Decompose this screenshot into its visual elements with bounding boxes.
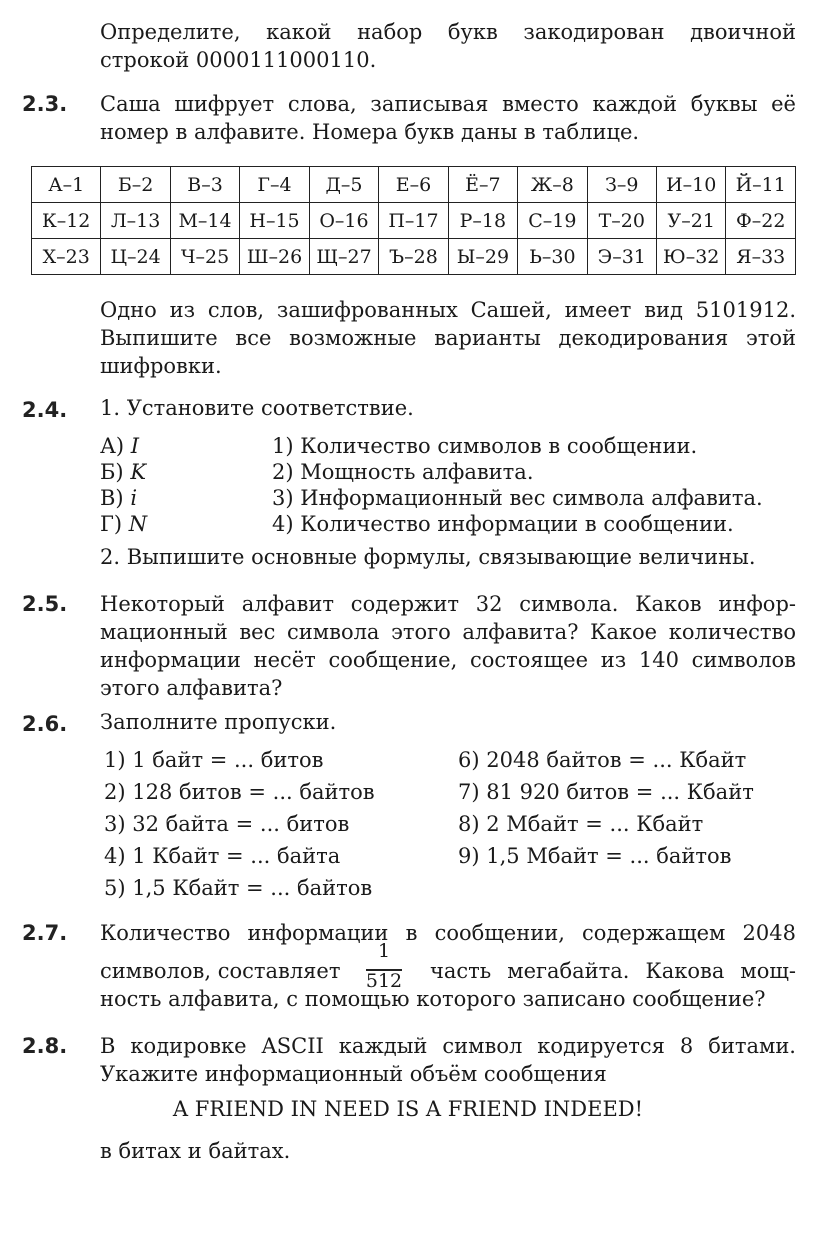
task-2-3-line-2: номер в алфавите. Номера букв даны в таблице. [100, 120, 640, 144]
fill-item: 1) 1 байт = ... битов [104, 748, 324, 772]
alphabet-cell: П–17 [379, 203, 448, 239]
alphabet-cell: Д–5 [309, 167, 378, 203]
match-left-item: Г) N [100, 512, 148, 536]
alphabet-cell: Я–33 [726, 239, 796, 275]
fill-item: 6) 2048 байтов = ... Кбайт [458, 748, 747, 772]
alphabet-cell: Б–2 [101, 167, 170, 203]
fill-item: 9) 1,5 Мбайт = ... байтов [458, 844, 732, 868]
alphabet-cell: Ж–8 [518, 167, 587, 203]
alphabet-cell: Ю–32 [656, 239, 726, 275]
alphabet-cell: Ф–22 [726, 203, 796, 239]
task-2-5-text [100, 590, 796, 702]
task-2-6-title: Заполните пропуски. [100, 710, 337, 734]
alphabet-cell: О–16 [309, 203, 378, 239]
fraction-bar [366, 969, 402, 971]
task-2-6-number: 2.6. [22, 712, 68, 736]
alphabet-cell: Т–20 [587, 203, 656, 239]
intro-line-2: строкой 0000111000110. [100, 48, 377, 72]
fill-item: 7) 81 920 битов = ... Кбайт [458, 780, 754, 804]
fill-item: 3) 32 байта = ... битов [104, 812, 350, 836]
alphabet-cell: Ш–26 [240, 239, 309, 275]
alphabet-cell: Н–15 [240, 203, 309, 239]
match-left-item: А) I [100, 434, 140, 458]
fraction-denominator: 512 [365, 970, 403, 992]
alphabet-cell: Ц–24 [101, 239, 170, 275]
fraction-numerator: 1 [377, 940, 391, 962]
match-right-item: 3) Информационный вес символа алфавита. [272, 486, 763, 510]
task-2-7-line-1-wrap [100, 919, 796, 947]
task-2-3-line-1: Саша шифрует слова, записывая вместо каждой буквы её [100, 92, 796, 116]
alphabet-cell: Ъ–28 [379, 239, 448, 275]
task-2-4-part2: 2. Выпишите основные формулы, связывающие величины. [100, 545, 756, 569]
task-2-5-line-1: Некоторый алфавит содержит 32 символа. Каков инфор- [100, 592, 796, 616]
alphabet-table [31, 166, 796, 275]
alphabet-row [32, 239, 796, 275]
task-2-5-number: 2.5. [22, 592, 68, 616]
match-right-item: 2) Мощность алфавита. [272, 460, 534, 484]
alphabet-cell: Ч–25 [170, 239, 239, 275]
task-2-3-text [100, 90, 796, 146]
intro-paragraph [100, 18, 796, 74]
fill-item: 8) 2 Мбайт = ... Кбайт [458, 812, 704, 836]
task-2-5-line-3: информации несёт сообщение, состоящее из 140 символов [100, 648, 796, 672]
task-2-5-line-4: этого алфавита? [100, 676, 283, 700]
alphabet-cell: В–3 [170, 167, 239, 203]
task-2-8-text [100, 1032, 796, 1088]
alphabet-row [32, 203, 796, 239]
alphabet-cell: З–9 [587, 167, 656, 203]
task-2-3-after-line-3: шифровки. [100, 354, 222, 378]
alphabet-cell: Й–11 [726, 167, 796, 203]
alphabet-cell: У–21 [656, 203, 726, 239]
alphabet-row [32, 167, 796, 203]
match-left-item: Б) K [100, 460, 147, 484]
alphabet-cell: Ё–7 [448, 167, 517, 203]
alphabet-cell: Щ–27 [309, 239, 378, 275]
match-right-item: 1) Количество символов в сообщении. [272, 434, 698, 458]
task-2-5-line-2: мационный вес символа этого алфавита? Какое количество [100, 620, 796, 644]
task-2-8-line-1: В кодировке ASCII каждый символ кодируется 8 битами. [100, 1034, 796, 1058]
alphabet-cell: Х–23 [32, 239, 101, 275]
task-2-7-line-1: Количество информации в сообщении, содержащем 2048 [100, 921, 796, 945]
task-2-7-number: 2.7. [22, 921, 68, 945]
alphabet-cell: Ь–30 [518, 239, 587, 275]
task-2-4-number: 2.4. [22, 398, 68, 422]
alphabet-cell: Р–18 [448, 203, 517, 239]
alphabet-cell: К–12 [32, 203, 101, 239]
task-2-3-number: 2.3. [22, 92, 68, 116]
task-2-7-line-2b: часть мегабайта. Какова мощ- [430, 959, 796, 983]
alphabet-cell: Ы–29 [448, 239, 517, 275]
alphabet-cell: С–19 [518, 203, 587, 239]
match-right-item: 4) Количество информации в сообщении. [272, 512, 734, 536]
alphabet-cell: Л–13 [101, 203, 170, 239]
task-2-8-line-3: в битах и байтах. [100, 1139, 291, 1163]
task-2-4-part1: 1. Установите соответствие. [100, 396, 414, 420]
task-2-3-question [100, 296, 796, 380]
alphabet-cell: А–1 [32, 167, 101, 203]
fill-item: 2) 128 битов = ... байтов [104, 780, 375, 804]
alphabet-cell: Э–31 [587, 239, 656, 275]
fill-item: 5) 1,5 Кбайт = ... байтов [104, 876, 373, 900]
task-2-7-line-2a: символов, составляет [100, 959, 341, 983]
intro-line-1: Определите, какой набор букв закодирован двоичной [100, 20, 796, 44]
task-2-8-number: 2.8. [22, 1034, 68, 1058]
task-2-3-after-line-1: Одно из слов, зашифрованных Сашей, имеет вид 5101912. [100, 298, 796, 322]
ascii-message: A FRIEND IN NEED IS A FRIEND INDEED! [172, 1097, 644, 1121]
fill-item: 4) 1 Кбайт = ... байта [104, 844, 341, 868]
task-2-7-line-3: ность алфавита, с помощью которого записано сообщение? [100, 987, 766, 1011]
fraction [364, 940, 404, 992]
task-2-3-after-line-2: Выпишите все возможные варианты декодирования этой [100, 326, 796, 350]
alphabet-cell: М–14 [170, 203, 239, 239]
alphabet-cell: Е–6 [379, 167, 448, 203]
task-2-8-line-2: Укажите информационный объём сообщения [100, 1062, 607, 1086]
alphabet-cell: И–10 [656, 167, 726, 203]
alphabet-cell: Г–4 [240, 167, 309, 203]
match-left-item: В) i [100, 486, 138, 510]
